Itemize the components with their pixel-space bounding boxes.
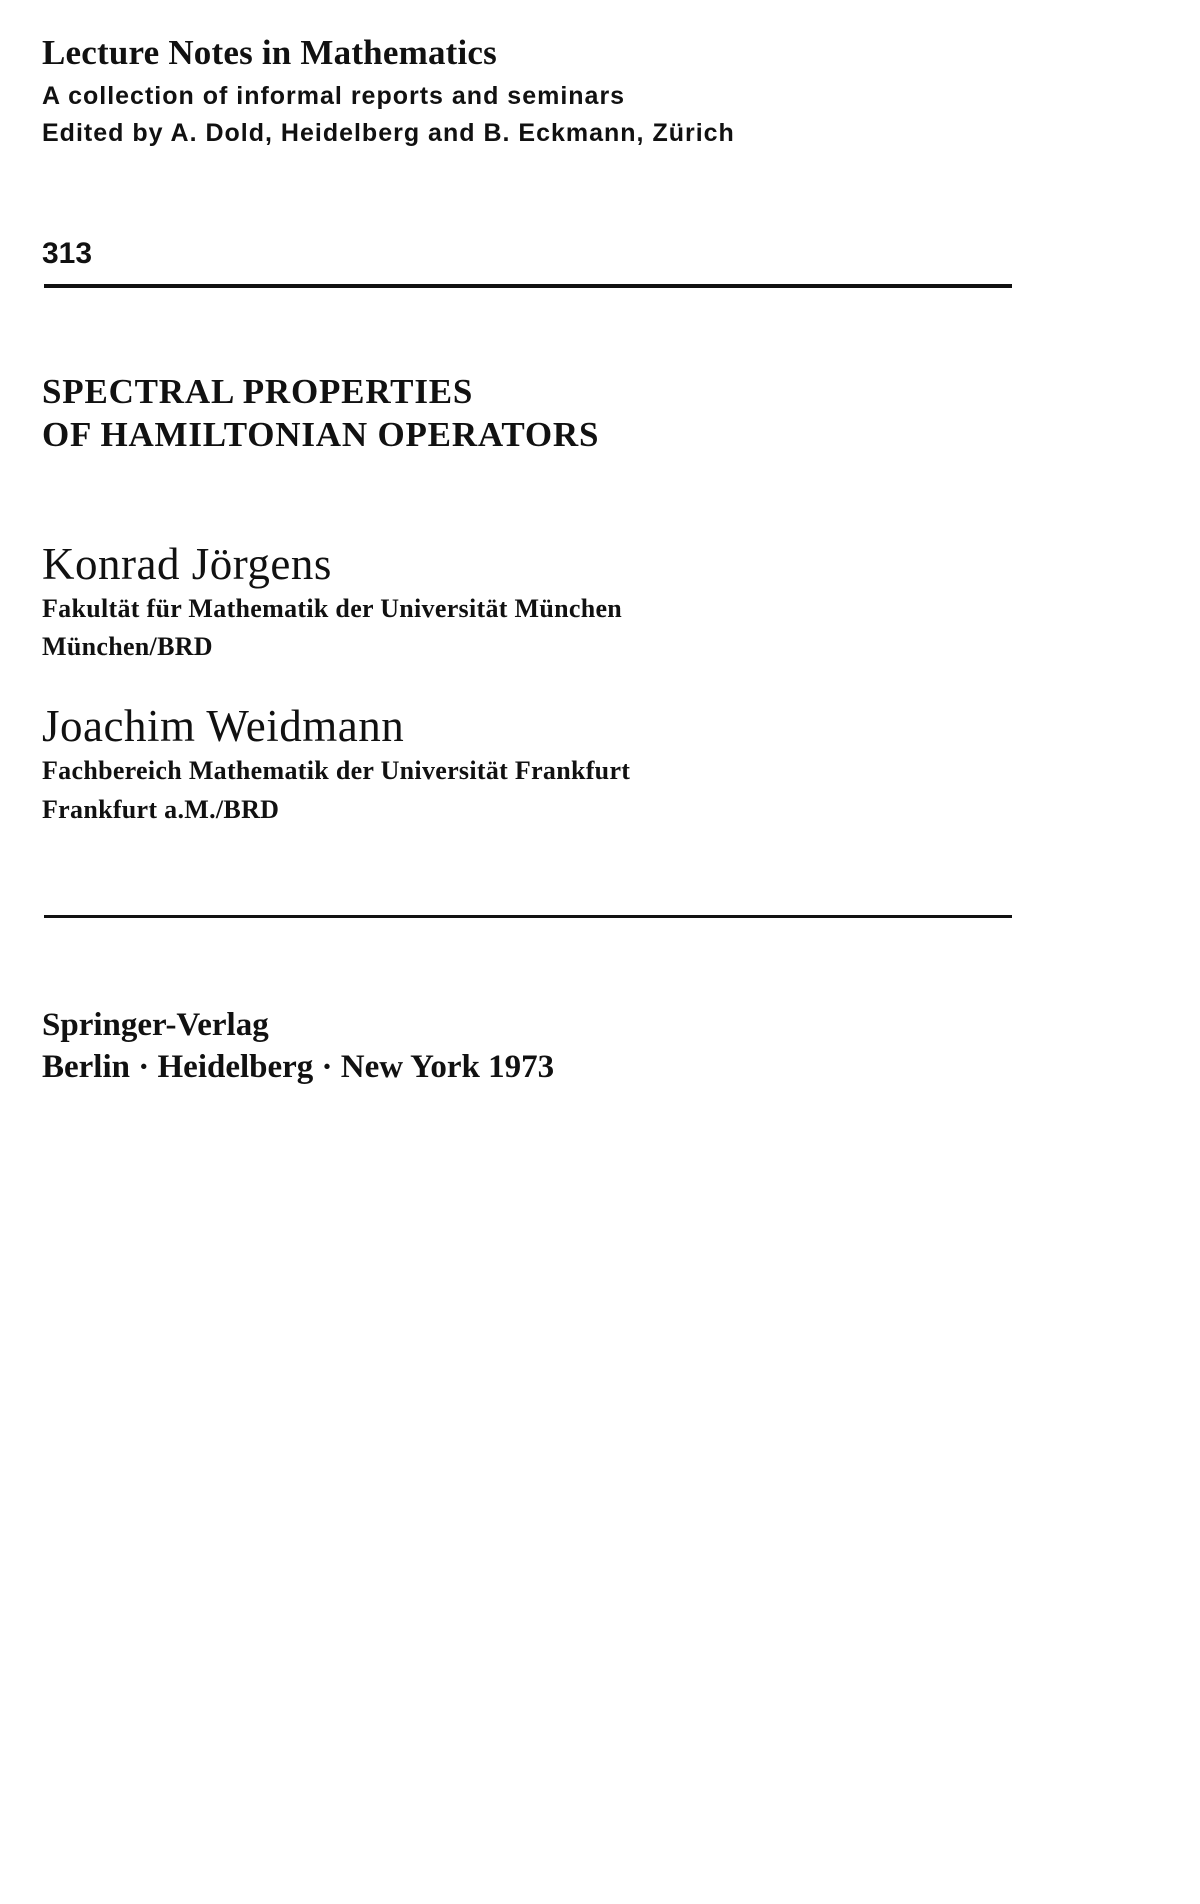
series-title: Lecture Notes in Mathematics (42, 33, 497, 72)
top-divider (44, 284, 1012, 288)
volume-number: 313 (42, 237, 93, 270)
book-title-line-2: OF HAMILTONIAN OPERATORS (42, 415, 600, 454)
bottom-divider (44, 915, 1012, 918)
series-subtitle: A collection of informal reports and seminars (42, 82, 626, 110)
book-title-line-1: SPECTRAL PROPERTIES (42, 372, 474, 411)
series-editors: Edited by A. Dold, Heidelberg and B. Eckmann, Zürich (42, 119, 735, 147)
publisher-name: Springer-Verlag (42, 1007, 269, 1043)
author-2-location: Frankfurt a.M./BRD (42, 795, 280, 824)
author-name-1: Konrad Jörgens (42, 539, 332, 589)
author-name-2: Joachim Weidmann (42, 701, 405, 751)
publisher-places-year: Berlin · Heidelberg · New York 1973 (42, 1049, 555, 1085)
author-1-location: München/BRD (42, 632, 213, 661)
author-1-affiliation: Fakultät für Mathematik der Universität München (42, 594, 623, 623)
author-2-affiliation: Fachbereich Mathematik der Universität Frankfurt (42, 756, 631, 785)
